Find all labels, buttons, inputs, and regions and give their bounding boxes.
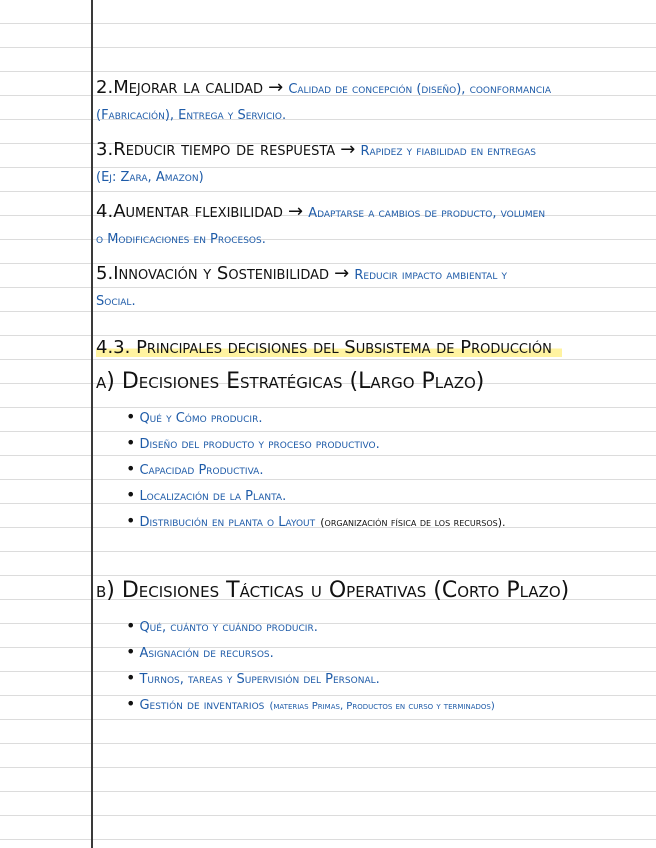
item-3-number: 3.: [96, 139, 114, 160]
tactical-bullet-1: Qué, cuánto y cuándo producir.: [139, 620, 318, 635]
item-4-desc: Adaptarse a cambios de producto, volumen: [308, 206, 546, 221]
list-item: [96, 431, 652, 457]
tactical-heading: b) Decisiones Tácticas u Operativas (Corto Plazo): [96, 578, 570, 603]
section-heading: 4.3. Principales decisiones del Subsistema de Producción: [96, 337, 562, 358]
notebook-margin-line: [91, 0, 93, 848]
item-2-desc-cont: (Fabricación), Entrega y Servicio.: [96, 108, 287, 123]
item-5-title: Innovación y Sostenibilidad: [113, 263, 330, 284]
item-4-desc-cont: o Modificaciones en Procesos.: [96, 232, 266, 247]
arrow-icon: →: [288, 201, 304, 222]
arrow-icon: →: [268, 77, 284, 98]
list-item: [96, 692, 652, 719]
item-4-line-1: [96, 200, 652, 226]
bullet-icon: •: [126, 459, 136, 478]
strategic-heading-line: [96, 370, 652, 395]
bullet-icon: •: [126, 511, 136, 530]
item-5-desc: Reducir impacto ambiental y: [354, 268, 507, 283]
item-2-line-1: [96, 76, 652, 102]
bullet-icon: •: [126, 433, 136, 452]
notes-content: [96, 76, 652, 719]
tactical-bullet-4: Gestión de inventarios: [139, 698, 265, 713]
list-item: [96, 457, 652, 483]
item-5-number: 5.: [96, 263, 114, 284]
tactical-heading-line: [96, 579, 652, 604]
item-5-line-2: [96, 288, 652, 314]
strategic-bullet-3: Capacidad Productiva.: [139, 463, 264, 478]
list-item: [96, 640, 652, 666]
item-3-desc: Rapidez y fiabilidad en entregas: [360, 144, 537, 159]
item-2-number: 2.: [96, 77, 114, 98]
strategic-bullet-1: Qué y Cómo producir.: [139, 411, 263, 426]
inventory-note: (materias Primas, Productos en curso y terminados): [269, 701, 495, 712]
item-3-title: Reducir tiempo de respuesta: [113, 139, 336, 160]
item-5-desc-cont: Social.: [96, 294, 136, 309]
item-2-desc: Calidad de concepción (diseño), coonformancia: [288, 82, 552, 97]
strategic-bullet-2: Diseño del producto y proceso productivo.: [139, 437, 380, 452]
list-item: [96, 483, 652, 509]
tactical-bullet-2: Asignación de recursos.: [139, 646, 274, 661]
item-5-line-1: [96, 262, 652, 288]
bullet-icon: •: [126, 694, 136, 713]
item-3-line-2: [96, 164, 652, 190]
bullet-icon: •: [126, 407, 136, 426]
strategic-bullet-4: Localización de la Planta.: [139, 489, 287, 504]
list-item: [96, 405, 652, 431]
strategic-heading: a) Decisiones Estratégicas (Largo Plazo): [96, 369, 485, 394]
item-2-title: Mejorar la calidad: [113, 77, 264, 98]
item-2-line-2: [96, 102, 652, 128]
arrow-icon: →: [334, 263, 350, 284]
item-4-number: 4.: [96, 201, 114, 222]
list-item: [96, 509, 652, 535]
bullet-icon: •: [126, 616, 136, 635]
item-3-desc-cont: (Ej: Zara, Amazon): [96, 170, 204, 185]
layout-note: (organización física de los recursos).: [320, 516, 506, 529]
item-3-line-1: [96, 138, 652, 164]
bullet-icon: •: [126, 642, 136, 661]
item-4-title: Aumentar flexibilidad: [113, 201, 283, 222]
section-heading-line: [96, 336, 652, 360]
arrow-icon: →: [340, 139, 356, 160]
list-item: [96, 666, 652, 692]
strategic-bullet-5: Distribución en planta o Layout: [139, 515, 316, 530]
tactical-bullet-3: Turnos, tareas y Supervisión del Personal.: [139, 672, 380, 687]
bullet-icon: •: [126, 485, 136, 504]
list-item: [96, 614, 652, 640]
item-4-line-2: [96, 226, 652, 252]
bullet-icon: •: [126, 668, 136, 687]
